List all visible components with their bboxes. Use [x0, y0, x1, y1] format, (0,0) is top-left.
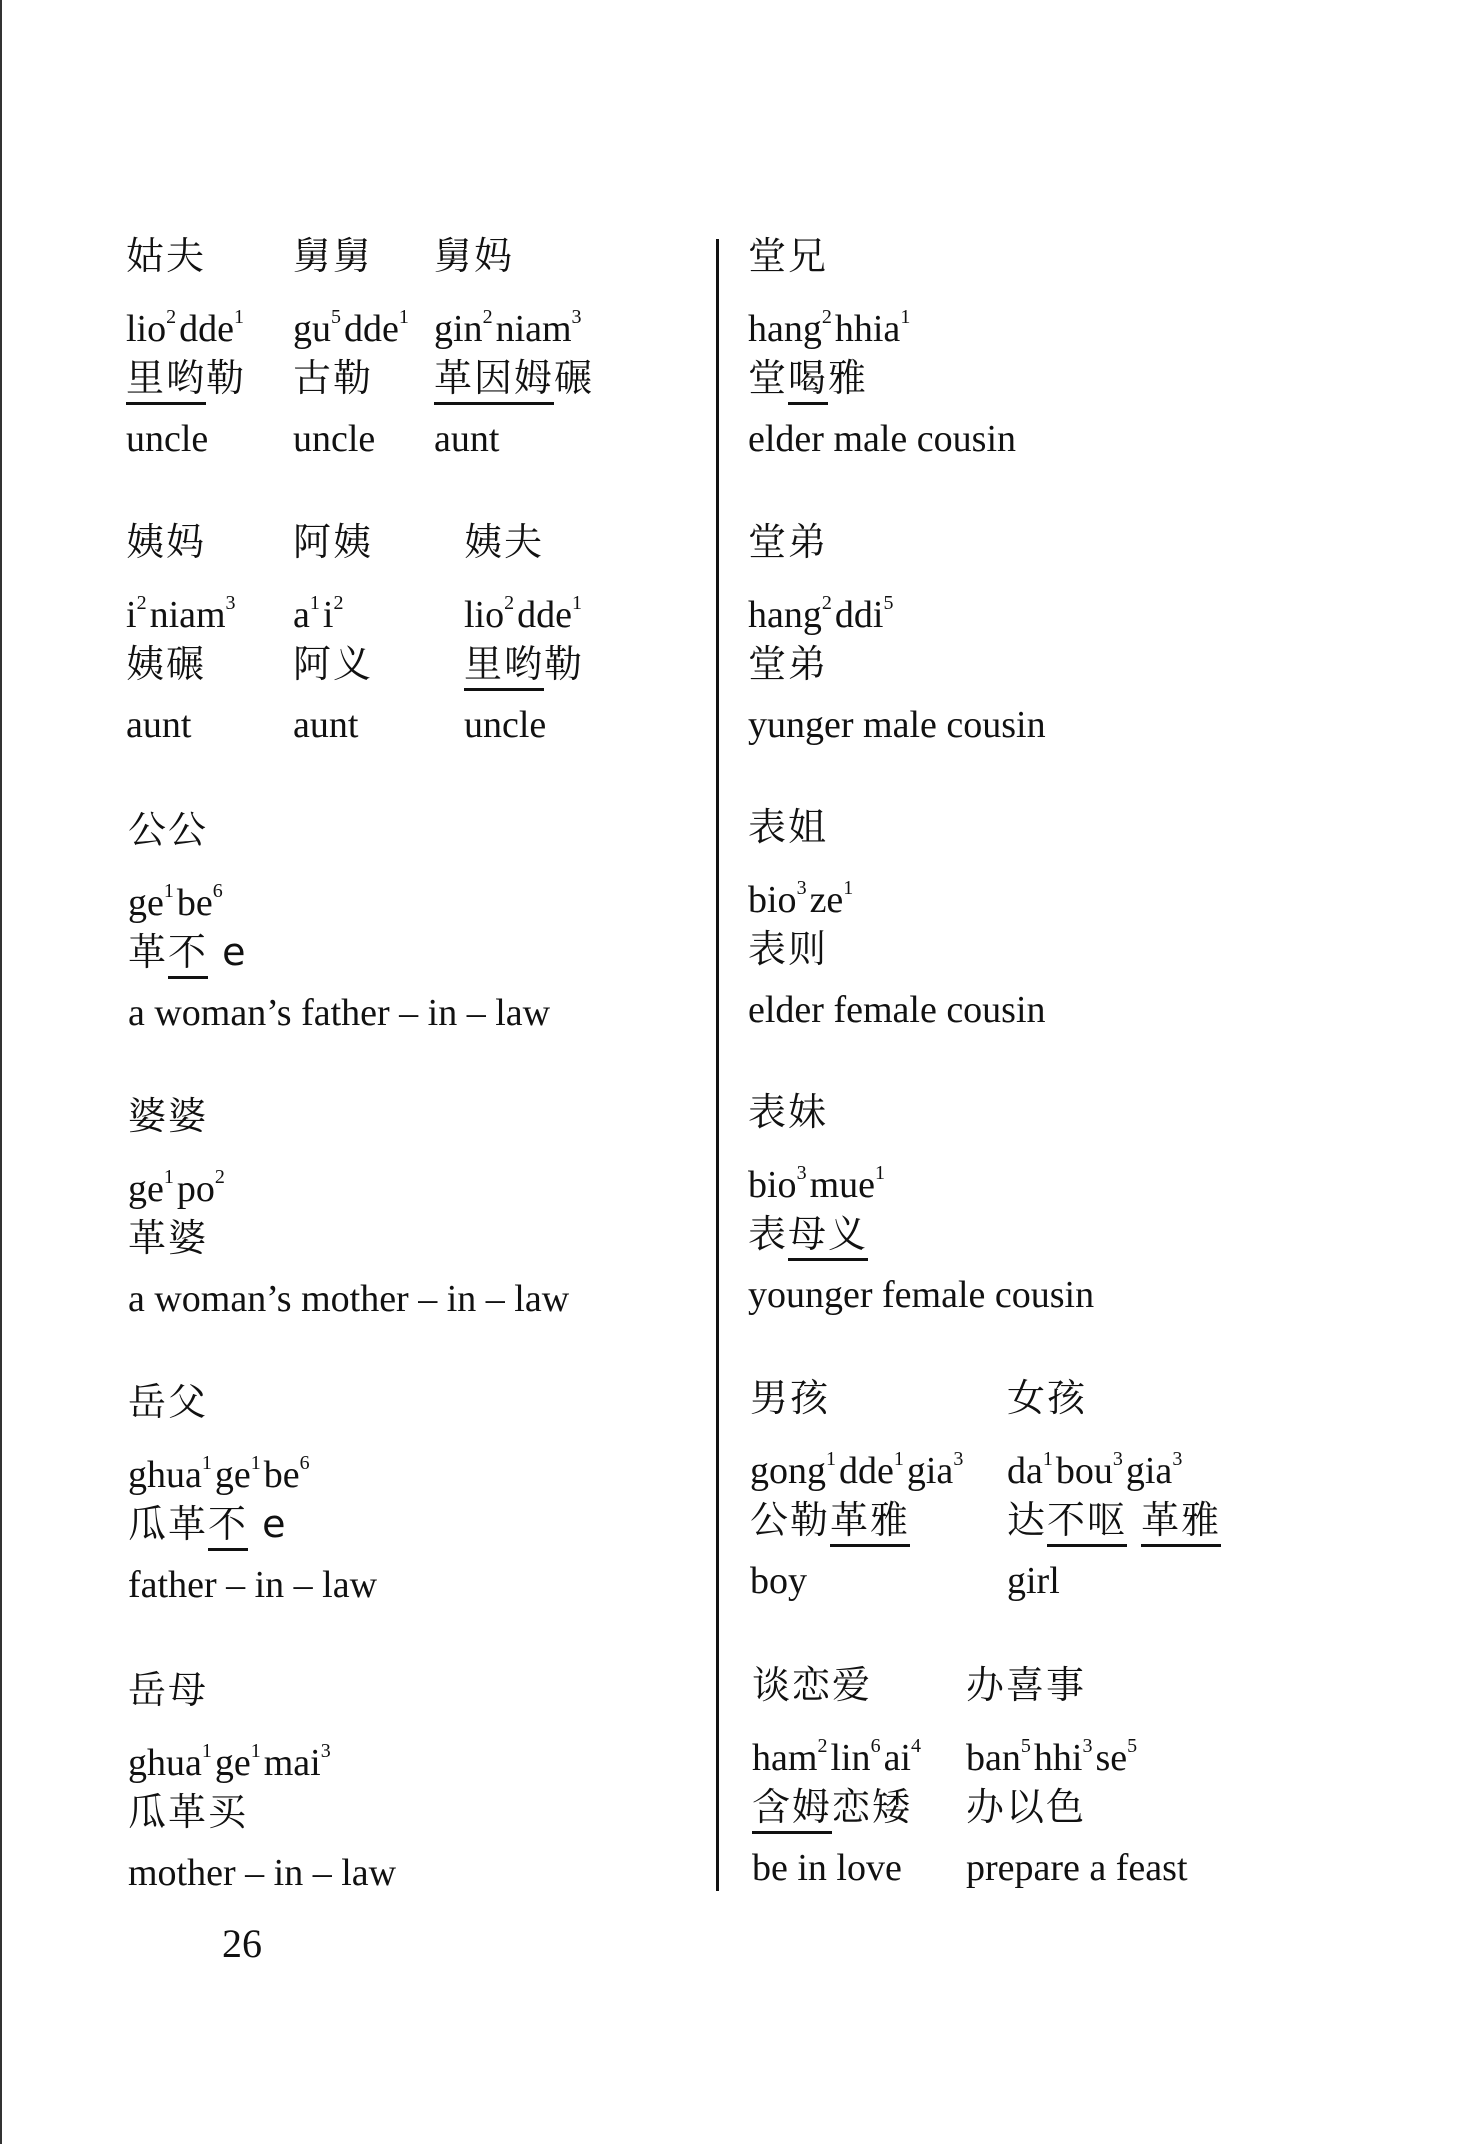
segment: 阿义 [293, 642, 374, 686]
tone-number: 1 [826, 1448, 836, 1470]
dialect-transcription [752, 1777, 924, 1838]
pronunciation [752, 1716, 924, 1777]
syllable: hhi [1033, 1737, 1083, 1779]
mandarin-term: 岳母 [128, 1668, 209, 1712]
tone-number: 2 [482, 306, 493, 328]
syllable: niam [149, 594, 226, 636]
segment: 勒 [544, 642, 585, 686]
underlined-segment: 革因姆 [434, 356, 554, 405]
column-divider [716, 239, 719, 1891]
syllable: hang [748, 308, 822, 350]
pronunciation [128, 1433, 377, 1494]
tone-number: 1 [250, 1452, 261, 1474]
tone-number: 3 [1172, 1448, 1183, 1470]
english-gloss: be in love [752, 1847, 902, 1889]
syllable: i [126, 594, 137, 636]
glossary-entry [748, 226, 1016, 470]
tone-number: 1 [900, 306, 911, 328]
underlined-segment: 不 [208, 1502, 248, 1551]
tone-number: 3 [1112, 1448, 1123, 1470]
tone-number: 3 [571, 306, 582, 328]
glossary-entry [752, 1655, 924, 1899]
english-gloss: elder male cousin [748, 418, 1017, 460]
pronunciation [126, 573, 239, 634]
pronunciation [128, 1721, 396, 1782]
english-gloss: a woman’s mother – in – law [128, 1278, 570, 1320]
syllable: ge [214, 1742, 251, 1784]
syllable: gia [1125, 1450, 1173, 1492]
segment: 表 [748, 1212, 789, 1256]
syllable: be [176, 882, 213, 924]
tone-number: 3 [225, 592, 236, 614]
tone-number: 4 [911, 1735, 921, 1757]
mandarin-term: 女孩 [1007, 1376, 1088, 1420]
tone-number: 2 [821, 592, 832, 614]
dialect-transcription [128, 922, 550, 983]
tone-number: 1 [234, 306, 244, 328]
underlined-segment: 革雅 [830, 1498, 910, 1547]
english-gloss: elder female cousin [748, 989, 1046, 1031]
syllable: i [322, 594, 334, 636]
mandarin-term: 公公 [128, 808, 209, 852]
segment: 堂弟 [748, 642, 829, 686]
english-gloss: aunt [434, 418, 500, 460]
tone-number: 3 [953, 1448, 964, 1470]
syllable: niam [495, 308, 572, 350]
pronunciation [750, 1429, 966, 1490]
tone-number: 5 [1020, 1735, 1031, 1757]
tone-number: 6 [870, 1735, 881, 1757]
syllable: ge [128, 1168, 164, 1210]
glossary-entry [126, 226, 247, 470]
tone-number: 1 [875, 1162, 885, 1184]
english-gloss: mother – in – law [128, 1852, 397, 1894]
segment: e [248, 1502, 288, 1546]
english-gloss: father – in – law [128, 1564, 378, 1606]
tone-number: 1 [893, 1448, 904, 1470]
tone-number: 2 [214, 1166, 225, 1188]
dialect-transcription [748, 1204, 1094, 1265]
glossary-entry [128, 800, 550, 1044]
english-gloss: yunger male cousin [748, 704, 1046, 746]
mandarin-term: 男孩 [750, 1376, 831, 1420]
dialect-transcription [750, 1490, 966, 1551]
syllable: hang [748, 594, 822, 636]
pronunciation [293, 573, 373, 634]
segment: 革婆 [128, 1216, 209, 1260]
underlined-segment: 里哟 [126, 356, 206, 405]
syllable: ghua [128, 1454, 202, 1496]
tone-number: 5 [331, 306, 341, 328]
mandarin-term: 舅妈 [434, 234, 515, 278]
tone-number: 1 [163, 880, 174, 902]
mandarin-term: 婆婆 [128, 1094, 209, 1138]
mandarin-term: 舅舅 [293, 234, 374, 278]
tone-number: 5 [883, 592, 894, 614]
pronunciation [464, 573, 585, 634]
syllable: ge [214, 1454, 251, 1496]
segment: 古勒 [293, 356, 374, 400]
glossary-entry [128, 1086, 569, 1330]
glossary-entry [126, 512, 239, 756]
dialect-transcription [434, 348, 594, 409]
underlined-segment: 革雅 [1141, 1498, 1221, 1547]
tone-number: 1 [250, 1740, 261, 1762]
underlined-segment: 里哟 [464, 642, 544, 691]
mandarin-term: 办喜事 [966, 1663, 1087, 1707]
page-number: 26 [222, 1921, 262, 1966]
syllable: ai [883, 1737, 911, 1779]
pronunciation [128, 861, 550, 922]
syllable: ghua [128, 1742, 202, 1784]
pronunciation [1007, 1429, 1221, 1490]
syllable: ge [128, 882, 164, 924]
dialect-transcription [293, 348, 412, 409]
syllable: dde [517, 594, 572, 636]
syllable: ze [809, 879, 844, 921]
english-gloss: uncle [464, 704, 547, 746]
glossary-entry [1007, 1368, 1221, 1612]
syllable: se [1095, 1737, 1128, 1779]
tone-number: 2 [166, 306, 177, 328]
syllable: po [176, 1168, 215, 1210]
glossary-entry [128, 1372, 377, 1616]
glossary-entry [966, 1655, 1188, 1899]
pronunciation [748, 1143, 1094, 1204]
mandarin-term: 表姐 [748, 805, 829, 849]
underlined-segment: 喝 [788, 356, 828, 405]
tone-number: 3 [796, 877, 807, 899]
mandarin-term: 姨夫 [464, 520, 545, 564]
segment: 姨碾 [126, 642, 207, 686]
tone-number: 6 [299, 1452, 310, 1474]
segment: 恋矮 [832, 1785, 913, 1829]
segment: 表则 [748, 927, 829, 971]
glossary-entry [293, 226, 412, 470]
segment: e [208, 930, 248, 974]
pronunciation [748, 287, 1016, 348]
tone-number: 3 [1082, 1735, 1093, 1757]
dialect-transcription [748, 919, 1046, 980]
syllable: da [1007, 1450, 1043, 1492]
tone-number: 5 [1127, 1735, 1138, 1757]
tone-number: 3 [796, 1162, 807, 1184]
syllable: be [263, 1454, 300, 1496]
pronunciation [128, 1147, 569, 1208]
page-edge [0, 0, 2, 2144]
syllable: bio [748, 879, 797, 921]
dialect-transcription [966, 1777, 1188, 1838]
syllable: gin [434, 308, 483, 350]
underlined-segment: 不 [168, 930, 208, 979]
glossary-entry [128, 1660, 396, 1904]
dialect-transcription [128, 1208, 569, 1269]
dialect-transcription [126, 348, 247, 409]
syllable: lio [464, 594, 505, 636]
dialect-transcription [128, 1494, 377, 1555]
english-gloss: girl [1007, 1560, 1060, 1602]
tone-number: 2 [821, 306, 832, 328]
tone-number: 1 [201, 1452, 212, 1474]
mandarin-term: 堂兄 [748, 234, 829, 278]
segment: 达 [1007, 1498, 1048, 1542]
mandarin-term: 姨妈 [126, 520, 207, 564]
tone-number: 2 [504, 592, 515, 614]
pronunciation [748, 858, 1046, 919]
pronunciation [126, 287, 247, 348]
pronunciation [748, 573, 1046, 634]
glossary-entry [434, 226, 594, 470]
english-gloss: uncle [126, 418, 209, 460]
syllable: lin [830, 1737, 871, 1779]
tone-number: 1 [843, 877, 854, 899]
mandarin-term: 岳父 [128, 1380, 209, 1424]
english-gloss: aunt [126, 704, 192, 746]
dialect-transcription [748, 634, 1046, 695]
syllable: bio [748, 1164, 797, 1206]
tone-number: 2 [136, 592, 147, 614]
syllable: lio [126, 308, 167, 350]
syllable: a [293, 594, 310, 636]
syllable: dde [179, 308, 234, 350]
underlined-segment: 含姆 [752, 1785, 832, 1834]
tone-number: 2 [333, 592, 344, 614]
segment [1127, 1498, 1141, 1542]
syllable: mue [809, 1164, 875, 1206]
dialect-transcription [293, 634, 373, 695]
mandarin-term: 堂弟 [748, 520, 829, 564]
glossary-entry [293, 512, 373, 756]
english-gloss: younger female cousin [748, 1274, 1095, 1316]
underlined-segment: 母义 [788, 1212, 868, 1261]
pronunciation [434, 287, 594, 348]
english-gloss: boy [750, 1560, 807, 1602]
syllable: ban [966, 1737, 1021, 1779]
glossary-entry [748, 1082, 1094, 1326]
segment: 瓜革 [128, 1502, 209, 1546]
syllable: gong [750, 1450, 826, 1492]
tone-number: 1 [201, 1740, 212, 1762]
syllable: dde [839, 1450, 894, 1492]
tone-number: 1 [1042, 1448, 1053, 1470]
syllable: mai [263, 1742, 321, 1784]
segment: 公勒 [750, 1498, 831, 1542]
mandarin-term: 谈恋爱 [752, 1663, 873, 1707]
tone-number: 1 [398, 306, 409, 328]
mandarin-term: 姑夫 [126, 234, 207, 278]
glossary-entry [750, 1368, 966, 1612]
tone-number: 1 [163, 1166, 174, 1188]
syllable: gia [906, 1450, 954, 1492]
syllable: ham [752, 1737, 818, 1779]
tone-number: 6 [212, 880, 223, 902]
segment: 办以色 [966, 1785, 1087, 1829]
glossary-entry [464, 512, 585, 756]
segment: 碾 [554, 356, 595, 400]
syllable: bou [1055, 1450, 1113, 1492]
pronunciation [966, 1716, 1188, 1777]
dialect-transcription [128, 1782, 396, 1843]
syllable: ddi [834, 594, 884, 636]
segment: 瓜革买 [128, 1790, 249, 1834]
segment: 堂 [748, 356, 789, 400]
tone-number: 1 [572, 592, 582, 614]
syllable: dde [344, 308, 399, 350]
syllable: gu [293, 308, 331, 350]
underlined-segment: 不呕 [1047, 1498, 1127, 1547]
glossary-entry [748, 512, 1046, 756]
english-gloss: uncle [293, 418, 376, 460]
english-gloss: aunt [293, 704, 359, 746]
tone-number: 2 [817, 1735, 828, 1757]
mandarin-term: 表妹 [748, 1090, 829, 1134]
dialect-transcription [1007, 1490, 1221, 1551]
pronunciation [293, 287, 412, 348]
tone-number: 3 [320, 1740, 331, 1762]
dialect-transcription [748, 348, 1016, 409]
tone-number: 1 [309, 592, 320, 614]
segment: 雅 [828, 356, 869, 400]
syllable: hhia [834, 308, 901, 350]
glossary-entry [748, 797, 1046, 1041]
mandarin-term: 阿姨 [293, 520, 374, 564]
english-gloss: a woman’s father – in – law [128, 992, 551, 1034]
dialect-transcription [126, 634, 239, 695]
segment: 勒 [206, 356, 247, 400]
english-gloss: prepare a feast [966, 1847, 1188, 1889]
segment: 革 [128, 930, 169, 974]
dialect-transcription [464, 634, 585, 695]
